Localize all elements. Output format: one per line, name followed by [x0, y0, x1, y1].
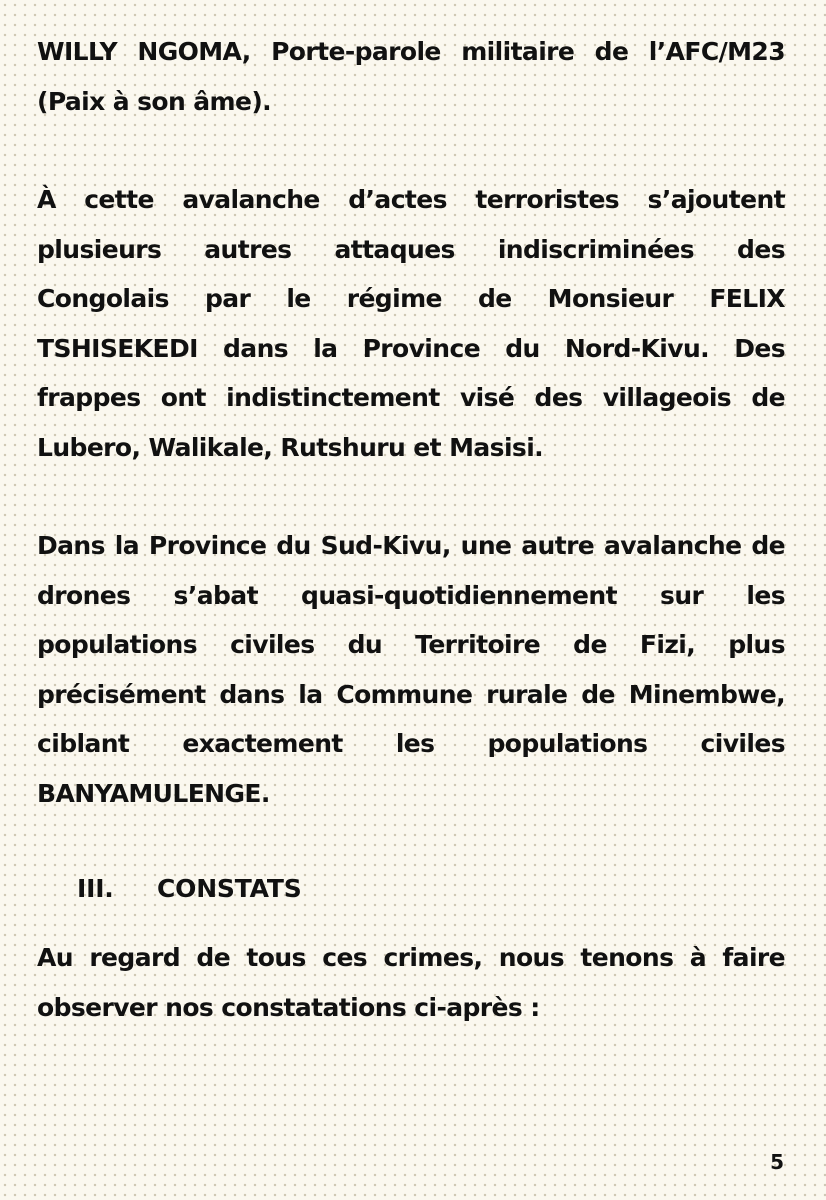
section-heading: [77, 864, 302, 914]
section-title: CONSTATS: [157, 874, 302, 903]
page-number: 5: [770, 1150, 784, 1174]
paragraph-constats-intro: Au regard de tous ces crimes, nous tenons à faire observer nos constatations ci-après :: [37, 943, 785, 1022]
paragraph-nord-kivu-attacks: À cette avalanche d’actes terroristes s’ajoutent plusieurs autres attaques indiscriminées des Congolais par le régime de Monsieur FELIX TSHISEKEDI dans la Province du Nord-Kivu. Des frappes ont indistinctement visé des villageois de Lubero, Walikale, Rutshuru et Masisi.: [37, 185, 785, 462]
section-number: III.: [77, 874, 114, 903]
paragraph-willy-ngoma: WILLY NGOMA, Porte-parole militaire de l’AFC/M23 (Paix à son âme).: [37, 37, 785, 116]
document-body: [37, 27, 785, 818]
paragraph-sud-kivu-drones: Dans la Province du Sud-Kivu, une autre avalanche de drones s’abat quasi-quotidiennement sur les populations civiles du Territoire de Fizi, plus précisément dans la Commune rurale de Minembwe, ciblant exactement les populations civiles BANYAMULENGE.: [37, 531, 785, 808]
